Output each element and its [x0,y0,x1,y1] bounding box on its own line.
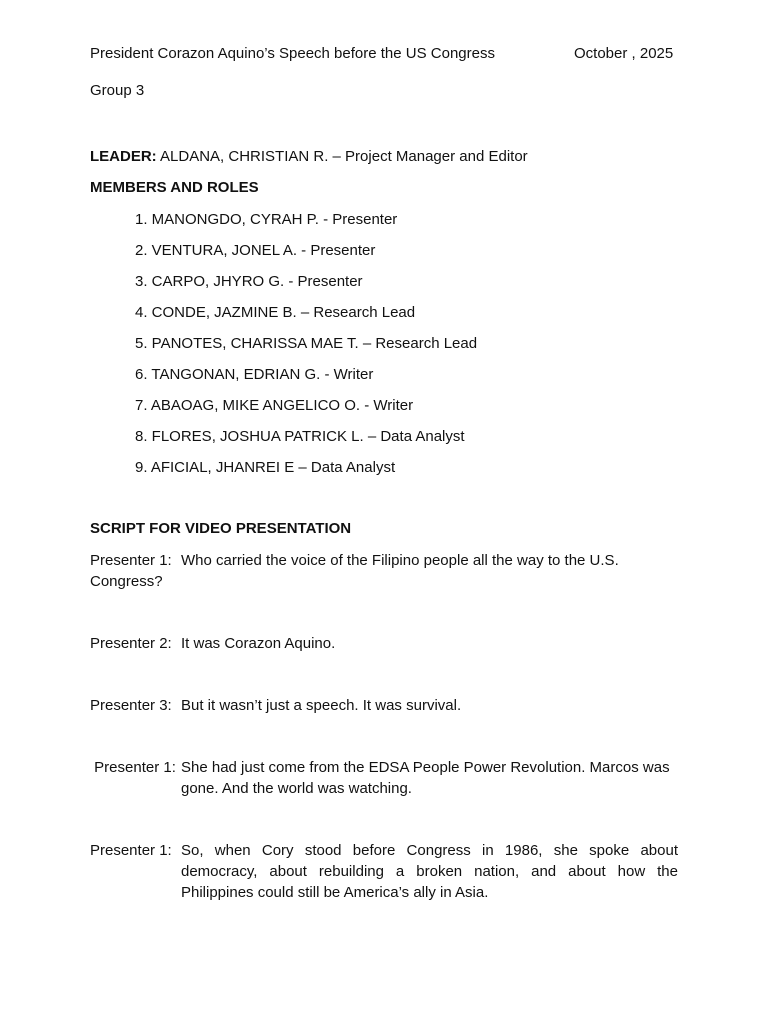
script-heading: SCRIPT FOR VIDEO PRESENTATION [90,520,352,537]
member-item: 4. CONDE, JAZMINE B. – Research Lead [135,304,416,321]
script-line [90,757,678,799]
member-item: 5. PANOTES, CHARISSA MAE T. – Research Lead [135,335,478,352]
script-text: She had just come from the EDSA People Power Revolution. Marcos was gone. And the world was watching. [181,759,670,797]
member-item: 8. FLORES, JOSHUA PATRICK L. – Data Analyst [135,428,465,445]
group-label: Group 3 [90,82,145,99]
member-item: 9. AFICIAL, JHANREI E – Data Analyst [135,459,396,476]
script-speaker: Presenter 3: [90,697,172,714]
script-speaker: Presenter 1: [90,759,176,776]
script-text: Who carried the voice of the Filipino people all the way to the U.S. Congress? [90,552,619,590]
leader-line [90,148,528,166]
script-line-text [90,550,678,592]
members-heading: MEMBERS AND ROLES [90,179,259,196]
script-text: But it wasn’t just a speech. It was survival. [181,697,462,714]
member-item: 7. ABAOAG, MIKE ANGELICO O. - Writer [135,397,414,414]
member-item: 3. CARPO, JHYRO G. - Presenter [135,273,363,290]
script-line [90,695,678,716]
script-speaker: Presenter 2: [90,635,172,652]
script-line [90,633,678,654]
document-date: October , 2025 [574,45,674,62]
member-item: 2. VENTURA, JONEL A. - Presenter [135,242,376,259]
script-line [90,840,678,903]
script-speaker: Presenter 1: [90,552,172,569]
script-text: So, when Cory stood before Congress in 1986, she spoke about democracy, about rebuilding a broken nation, and about how the Philippines could still be America’s ally in Asia. [181,842,678,901]
script-line [90,550,678,592]
leader-label: LEADER: [90,148,157,165]
member-item: 1. MANONGDO, CYRAH P. - Presenter [135,211,398,228]
script-text: It was Corazon Aquino. [181,635,336,652]
leader-value: ALDANA, CHRISTIAN R. – Project Manager and Editor [156,148,528,165]
member-item: 6. TANGONAN, EDRIAN G. - Writer [135,366,374,383]
script-speaker: Presenter 1: [90,842,172,859]
document-title: President Corazon Aquino’s Speech before the US Congress [90,45,495,62]
members-list [135,211,477,490]
